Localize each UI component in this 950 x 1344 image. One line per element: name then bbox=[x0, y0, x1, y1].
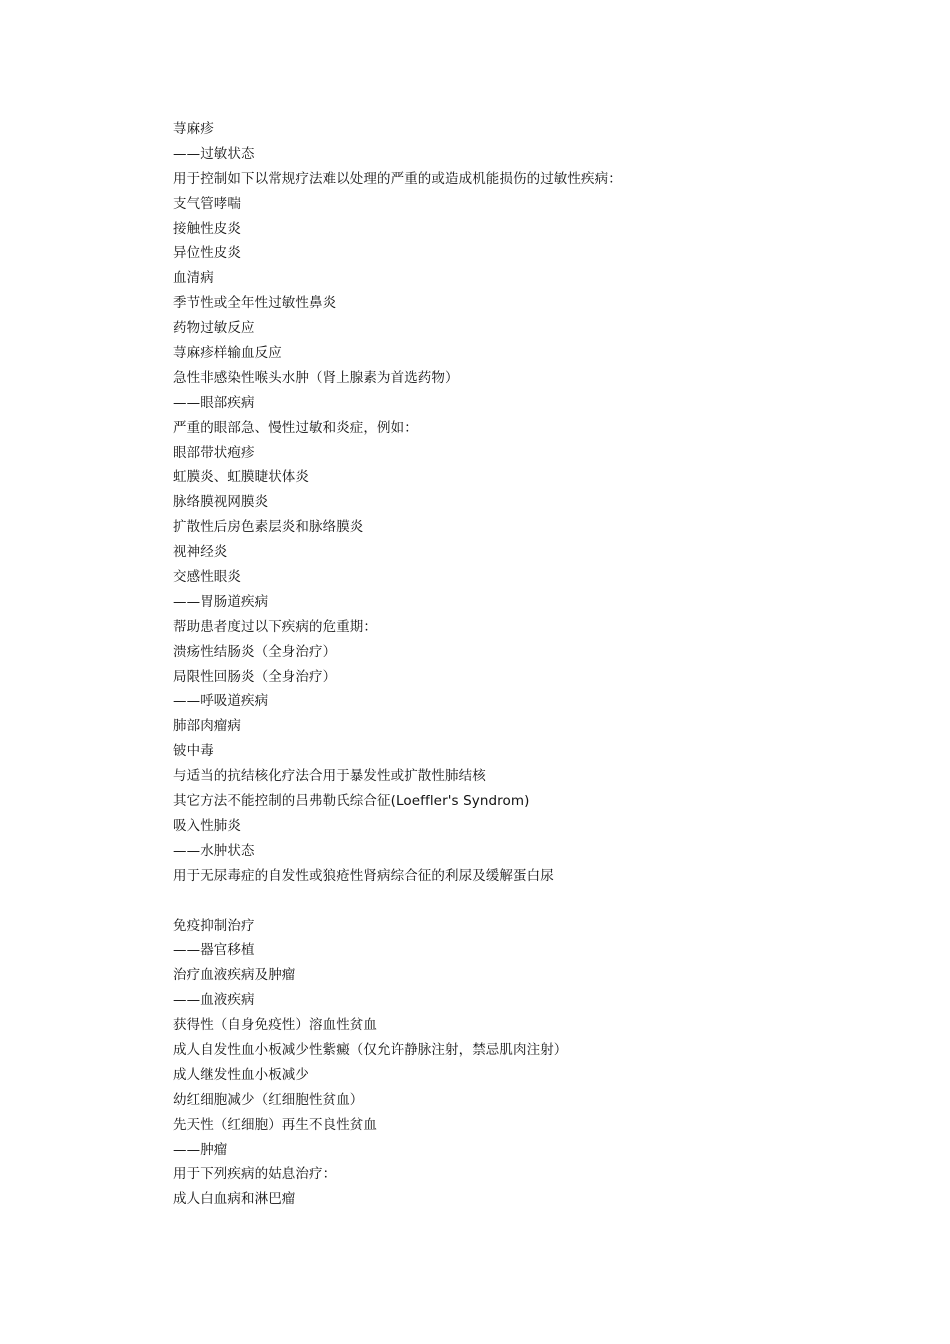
text-line: 帮助患者度过以下疾病的危重期： bbox=[173, 618, 377, 635]
text-line: 药物过敏反应 bbox=[173, 320, 255, 337]
text-line: 成人继发性血小板减少 bbox=[173, 1066, 309, 1083]
text-line: ——眼部疾病 bbox=[173, 394, 255, 411]
text-line: 先天性（红细胞）再生不良性贫血 bbox=[173, 1116, 377, 1133]
blank-line bbox=[173, 889, 873, 914]
text-line: ——胃肠道疾病 bbox=[173, 593, 269, 610]
text-line: ——过敏状态 bbox=[173, 145, 255, 162]
text-line: 用于下列疾病的姑息治疗： bbox=[173, 1166, 337, 1183]
text-line: 季节性或全年性过敏性鼻炎 bbox=[173, 295, 337, 312]
text-line: 获得性（自身免疫性）溶血性贫血 bbox=[173, 1017, 377, 1034]
text-line: 脉络膜视网膜炎 bbox=[173, 494, 269, 511]
text-line: ——血液疾病 bbox=[173, 992, 255, 1009]
text-line: 治疗血液疾病及肿瘤 bbox=[173, 967, 296, 984]
text-line: 视神经炎 bbox=[173, 544, 228, 561]
text-line: ——呼吸道疾病 bbox=[173, 693, 269, 710]
text-line: ——器官移植 bbox=[173, 942, 255, 959]
text-line: 荨麻疹样输血反应 bbox=[173, 345, 282, 362]
text-line: 幼红细胞减少（红细胞性贫血） bbox=[173, 1091, 364, 1108]
text-line: 局限性回肠炎（全身治疗） bbox=[173, 668, 337, 685]
text-line: 成人白血病和淋巴瘤 bbox=[173, 1191, 296, 1208]
text-line: 眼部带状疱疹 bbox=[173, 444, 255, 461]
text-line: 免疫抑制治疗 bbox=[173, 917, 255, 934]
text-line: 严重的眼部急、慢性过敏和炎症，例如： bbox=[173, 419, 418, 436]
text-line: 肺部肉瘤病 bbox=[173, 718, 241, 735]
text-line: 成人自发性血小板减少性紫癜（仅允许静脉注射，禁忌肌肉注射） bbox=[173, 1041, 568, 1058]
text-line: 其它方法不能控制的吕弗勒氏综合征(Loeffler's Syndrom) bbox=[173, 793, 530, 810]
text-line: 溃疡性结肠炎（全身治疗） bbox=[173, 643, 337, 660]
text-line: 吸入性肺炎 bbox=[173, 817, 241, 834]
text-line: 扩散性后房色素层炎和脉络膜炎 bbox=[173, 519, 364, 536]
text-line: 与适当的抗结核化疗法合用于暴发性或扩散性肺结核 bbox=[173, 768, 486, 785]
text-line: 用于控制如下以常规疗法难以处理的严重的或造成机能损伤的过敏性疾病： bbox=[173, 170, 622, 187]
text-line: 虹膜炎、虹膜睫状体炎 bbox=[173, 469, 309, 486]
text-line: 交感性眼炎 bbox=[173, 569, 241, 586]
text-line: 支气管哮喘 bbox=[173, 195, 241, 212]
text-line: 接触性皮炎 bbox=[173, 220, 241, 237]
text-line: 血清病 bbox=[173, 270, 214, 287]
text-line: 铍中毒 bbox=[173, 743, 214, 760]
text-line: ——肿瘤 bbox=[173, 1141, 228, 1158]
text-line: 荨麻疹 bbox=[173, 121, 214, 137]
text-line: 急性非感染性喉头水肿（肾上腺素为首选药物） bbox=[173, 369, 459, 386]
text-line: 异位性皮炎 bbox=[173, 245, 241, 262]
text-line: 用于无尿毒症的自发性或狼疮性肾病综合征的利尿及缓解蛋白尿 bbox=[173, 867, 554, 884]
document-body bbox=[173, 117, 873, 1212]
text-line: ——水肿状态 bbox=[173, 842, 255, 859]
